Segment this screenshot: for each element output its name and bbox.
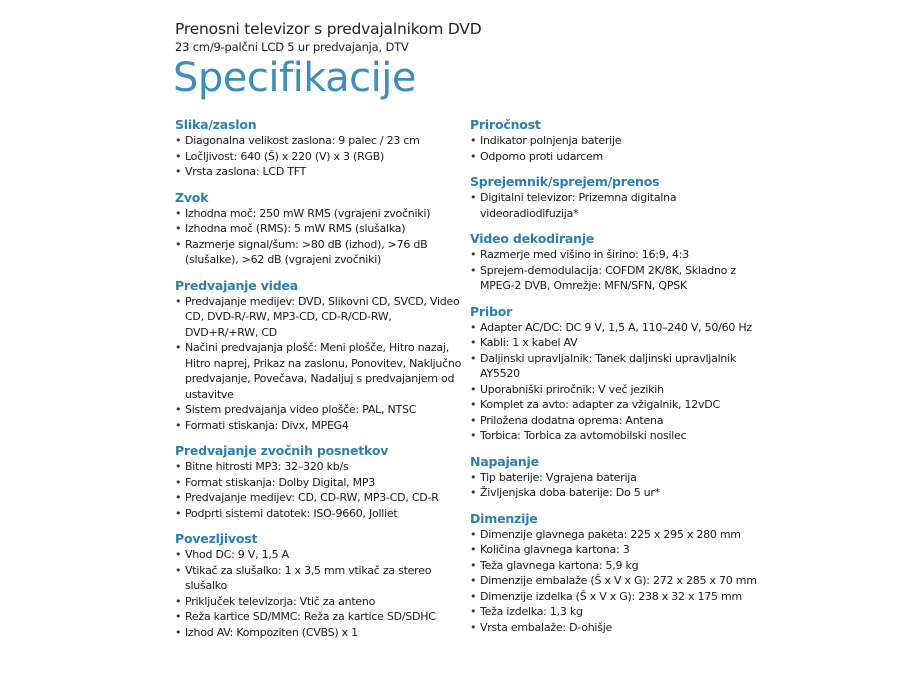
spec-section-slika-zaslon [175, 117, 465, 180]
spec-item: • Diagonalna velikost zaslona: 9 palec / 23 cm [175, 133, 465, 149]
spec-item: • Načini predvajanja plošč: Meni plošče, Hitro nazaj, Hitro naprej, Prikaz na zaslonu, Ponovitev, Naključno predvajanje, Povečava, Nadaljuj s predvajanjem od ustavitve [175, 340, 465, 402]
product-title: Prenosni televizor s predvajalnikom DVD [175, 20, 482, 38]
spec-item: • Izhodna moč (RMS): 5 mW RMS (slušalka) [175, 221, 465, 237]
spec-item: • Dimenzije embalaže (Š x V x G): 272 x 285 x 70 mm [470, 573, 760, 589]
spec-item: • Razmerje med višino in širino: 16:9, 4:3 [470, 247, 760, 263]
spec-item: • Teža izdelka: 1,3 kg [470, 604, 760, 620]
section-heading: Zvok [175, 189, 209, 205]
spec-list [470, 320, 760, 444]
spec-item: • Reža kartice SD/MMC: Reža za kartice SD/SDHC [175, 609, 465, 625]
spec-item: • Kabli: 1 x kabel AV [470, 335, 760, 351]
spec-list [175, 459, 465, 521]
spec-list [175, 294, 465, 434]
section-heading: Predvajanje videa [175, 277, 298, 293]
spec-section-sprejemnik-sprejem-prenos [470, 174, 760, 221]
spec-item: • Dimenzije glavnega paketa: 225 x 295 x 280 mm [470, 527, 760, 543]
spec-section-zvok [175, 190, 465, 268]
spec-item: • Vhod DC: 9 V, 1,5 A [175, 547, 465, 563]
product-subtitle: 23 cm/9-palčni LCD 5 ur predvajanja, DTV [175, 40, 409, 54]
spec-section-video-dekodiranje [470, 231, 760, 294]
spec-item: • Format stiskanja: Dolby Digital, MP3 [175, 475, 465, 491]
spec-item: • Adapter AC/DC: DC 9 V, 1,5 A, 110–240 V, 50/60 Hz [470, 320, 760, 336]
spec-list [470, 470, 760, 501]
spec-item: • Komplet za avto: adapter za vžigalnik, 12vDC [470, 397, 760, 413]
spec-item: • Torbica: Torbica za avtomobilski nosilec [470, 428, 760, 444]
spec-item: • Izhodna moč: 250 mW RMS (vgrajeni zvočniki) [175, 206, 465, 222]
spec-item: • Predvajanje medijev: DVD, Slikovni CD, SVCD, Video CD, DVD-R/-RW, MP3-CD, CD-R/CD-RW, DVD+R/+RW, CD [175, 294, 465, 341]
spec-list [470, 133, 760, 164]
spec-item: • Uporabniški priročnik: V več jezikih [470, 382, 760, 398]
section-heading: Napajanje [470, 453, 539, 469]
spec-section-prirocnost [470, 117, 760, 164]
spec-list [175, 206, 465, 268]
section-heading: Dimenzije [470, 510, 538, 526]
spec-section-povezljivost [175, 531, 465, 640]
spec-item: • Priložena dodatna oprema: Antena [470, 413, 760, 429]
section-heading: Pribor [470, 303, 513, 319]
spec-item: • Formati stiskanja: Divx, MPEG4 [175, 418, 465, 434]
section-heading: Povezljivost [175, 531, 258, 546]
section-heading: Predvajanje zvočnih posnetkov [175, 443, 389, 458]
spec-list [175, 133, 465, 180]
spec-list [175, 547, 465, 640]
spec-item: • Dimenzije izdelka (Š x V x G): 238 x 32 x 175 mm [470, 589, 760, 605]
spec-item: • Odporno proti udarcem [470, 149, 760, 165]
spec-list [470, 247, 760, 294]
spec-item: • Predvajanje medijev: CD, CD-RW, MP3-CD, CD-R [175, 490, 465, 506]
spec-item: • Vtikač za slušalko: 1 x 3,5 mm vtikač za stereo slušalko [175, 563, 465, 594]
spec-item: • Vrsta zaslona: LCD TFT [175, 164, 465, 180]
spec-section-predvajanje-videa [175, 278, 465, 434]
spec-item: • Teža glavnega kartona: 5,9 kg [470, 558, 760, 574]
spec-item: • Življenjska doba baterije: Do 5 ur* [470, 485, 760, 501]
spec-item: • Vrsta embalaže: D-ohišje [470, 620, 760, 636]
section-heading: Slika/zaslon [175, 117, 257, 132]
spec-section-dimenzije [470, 511, 760, 636]
section-heading: Video dekodiranje [470, 231, 595, 246]
page-title: Specifikacije [173, 55, 416, 101]
spec-item: • Razmerje signal/šum: >80 dB (izhod), >76 dB (slušalke), >62 dB (vgrajeni zvočniki) [175, 237, 465, 268]
spec-item: • Indikator polnjenja baterije [470, 133, 760, 149]
spec-list [470, 190, 760, 221]
spec-list [470, 527, 760, 636]
section-heading: Sprejemnik/sprejem/prenos [470, 174, 660, 189]
spec-item: • Količina glavnega kartona: 3 [470, 542, 760, 558]
right-column [470, 117, 760, 645]
spec-item: • Daljinski upravljalnik: Tanek daljinski upravljalnik AY5520 [470, 351, 760, 382]
spec-item: • Podprti sistemi datotek: ISO-9660, Jolliet [175, 506, 465, 522]
spec-item: • Tip baterije: Vgrajena baterija [470, 470, 760, 486]
section-heading: Priročnost [470, 117, 541, 132]
spec-item: • Ločljivost: 640 (Š) x 220 (V) x 3 (RGB) [175, 149, 465, 165]
spec-item: • Izhod AV: Kompoziten (CVBS) x 1 [175, 625, 465, 641]
spec-section-pribor [470, 304, 760, 444]
left-column [175, 117, 465, 650]
spec-section-napajanje [470, 454, 760, 501]
spec-item: • Bitne hitrosti MP3: 32–320 kb/s [175, 459, 465, 475]
spec-item: • Priključek televizorja: Vtič za anteno [175, 594, 465, 610]
spec-item: • Digitalni televizor: Prizemna digitalna videoradiodifuzija* [470, 190, 760, 221]
spec-section-predvajanje-zvocnih-posnetkov [175, 443, 465, 521]
spec-item: • Sistem predvajanja video plošče: PAL, NTSC [175, 402, 465, 418]
spec-item: • Sprejem-demodulacija: COFDM 2K/8K, Skladno z MPEG-2 DVB, Omrežje: MFN/SFN, QPSK [470, 263, 760, 294]
